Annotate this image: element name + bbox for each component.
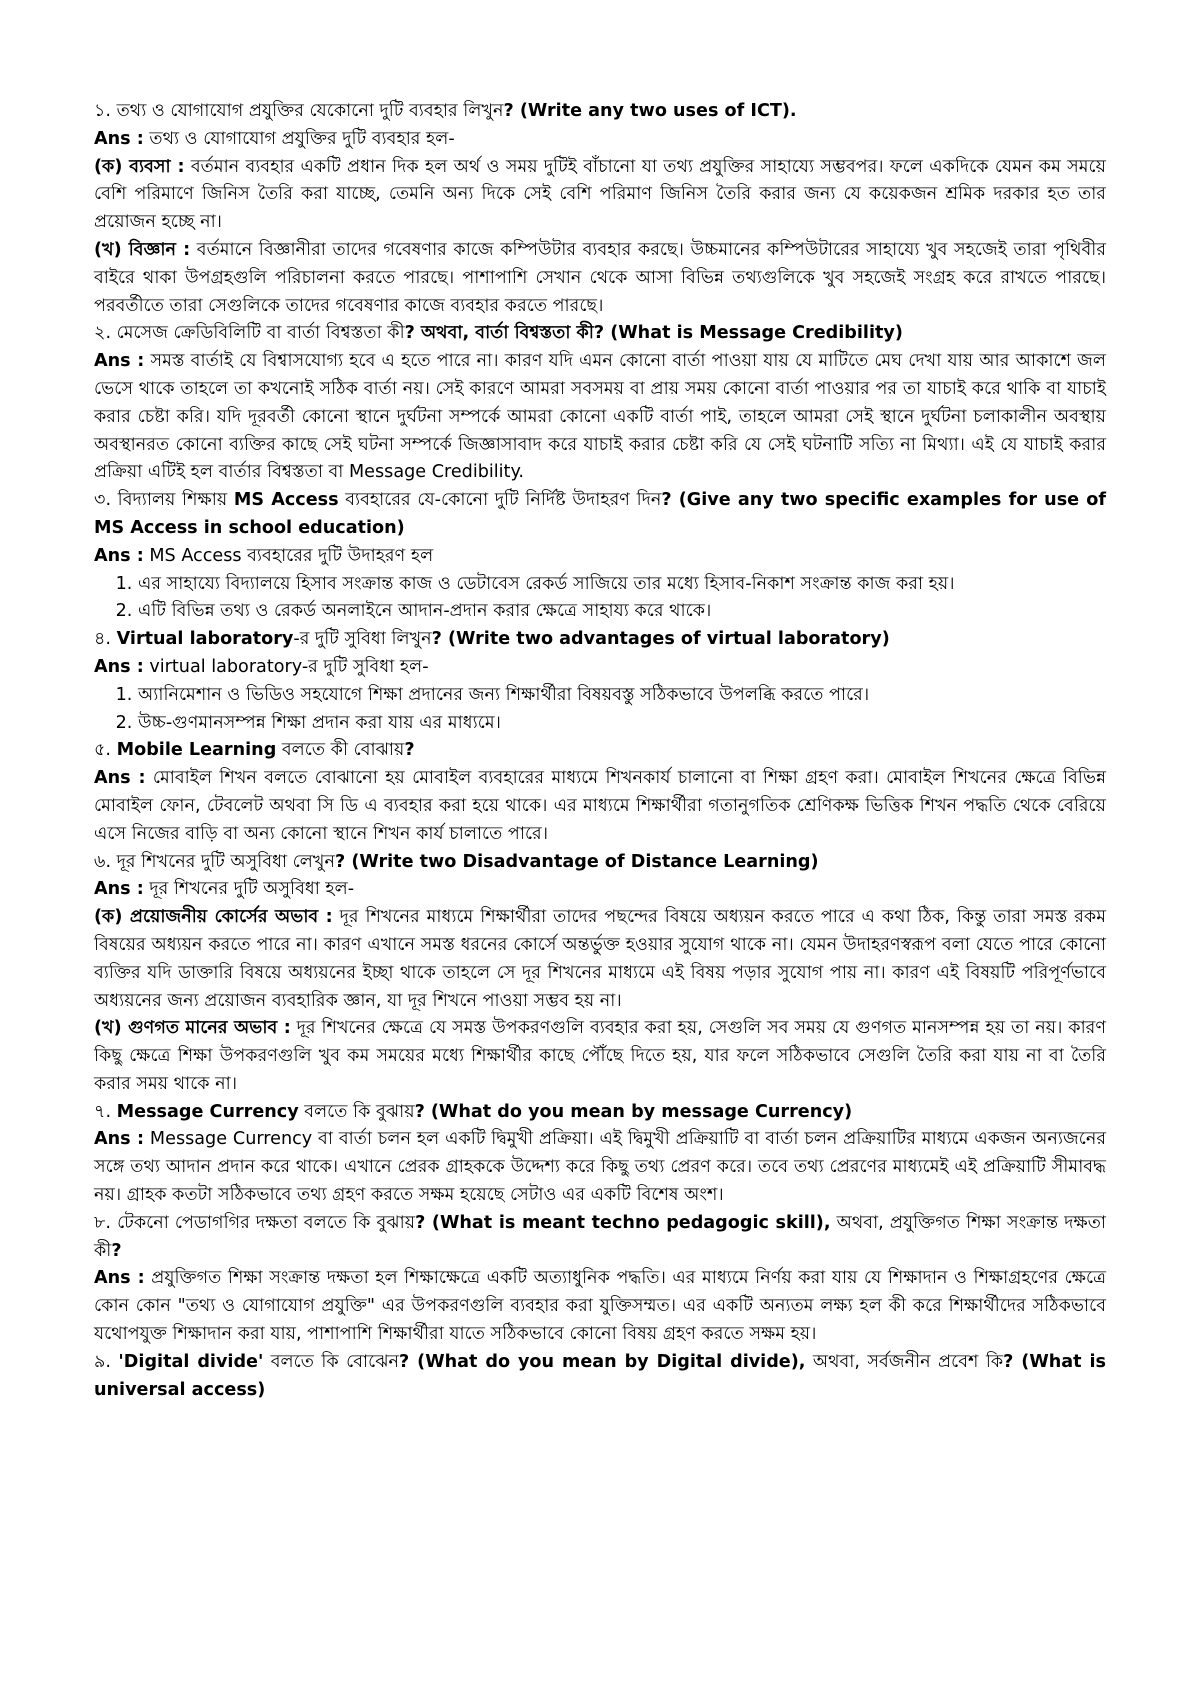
answer-2-text: সমস্ত বার্তাই যে বিশ্বাসযোগ্য হবে এ হতে পারে না। কারণ যদি এমন কোনো বার্তা পাওয়া যায় যে মাটিতে মেঘ দেখা যায় আর আকাশে জল ভেসে থাকে তাহলে তা কখনোই সঠিক বার্তা নয়। সেই কারণে আমরা সবসময় বা প্রায় সময় কোনো বার্তা পাওয়ার পর তা যাচাই করে থাকি বা যাচাই করার চেষ্টা করি। যদি দূরবর্তী কোনো স্থানে দুর্ঘটনা সম্পর্কে আমরা কোনো একটি বার্তা পাই, তাহলে আমরা সেই স্থানে দুর্ঘটনা চলাকালীন অবস্থায় অবস্থানরত কোনো ব্যক্তির কাছে সেই ঘটনা সম্পর্কে জিজ্ঞাসাবাদ করে যাচাই করার চেষ্টা করি যে সেই ঘটনাটি সত্যি না মিথ্যা। এই যে যাচাই করার প্রক্রিয়া এটিই হল বার্তার বিশ্বস্ততা বা Message Credibility. bbox=[94, 351, 1106, 483]
answer-1-point-a-text: বর্তমান ব্যবহার একটি প্রধান দিক হল অর্থ ও সময় দুটিই বাঁচানো যা তথ্য প্রযুক্তির সাহায্যে সম্ভবপর। ফলে একদিকে যেমন কম সময়ে বেশি পরিমাণে জিনিস তৈরি করা যাচ্ছে, তেমনি অন্য দিকে সেই বেশি পরিমাণ জিনিস তৈরি করার জন্য যে কয়েকজন শ্রমিক দরকার হত তার প্রয়োজন হচ্ছে না। bbox=[94, 156, 1106, 233]
question-2-mid: ? অথবা, বার্তা বিশ্বস্ততা কী bbox=[404, 323, 594, 344]
question-8-bn: ৮. টেকনো পেডাগগির দক্ষতা বলতে কি বুঝায় bbox=[94, 1212, 416, 1233]
answer-6-point-b bbox=[94, 1015, 1106, 1098]
answer-1-point-b bbox=[94, 237, 1106, 320]
answer-3-intro bbox=[94, 543, 1106, 571]
question-8-en: ? (What is meant techno pedagogic skill), bbox=[415, 1212, 831, 1233]
question-4-num: ৪. bbox=[94, 629, 117, 650]
question-5-bn: বলতে কী বোঝায় bbox=[276, 740, 405, 761]
question-7-term: Message Currency bbox=[116, 1101, 299, 1122]
question-9-en-2: ? (What is universal access) bbox=[94, 1351, 1106, 1400]
question-1 bbox=[94, 98, 1106, 126]
question-7-en: ? (What do you mean by message Currency) bbox=[414, 1101, 853, 1122]
question-6-en: ? (Write two Disadvantage of Distance Learning) bbox=[334, 851, 819, 872]
question-9-bn-2: অথবা, সর্বজনীন প্রবেশ কি bbox=[805, 1351, 1004, 1372]
question-4 bbox=[94, 626, 1106, 654]
answer-6-point-b-text: দূর শিখনের ক্ষেত্রে যে সমস্ত উপকরণগুলি ব্যবহার করা হয়, সেগুলি সব সময় যে গুণগত মানসম্পন্ন হয় তা নয়। কারণ কিছু ক্ষেত্রে শিক্ষা উপকরণগুলি খুব কম সময়ের মধ্যে শিক্ষার্থীর কাছে পৌঁছে দিতে হয়, যার ফলে সঠিকভাবে সেগুলি তৈরি করা যায় না বা তৈরি করার সময় থাকে না। bbox=[94, 1018, 1106, 1094]
question-4-en: ? (Write two advantages of virtual laboratory) bbox=[431, 629, 890, 650]
question-6-bn: ৬. দূর শিখনের দুটি অসুবিধা লেখুন bbox=[94, 851, 335, 872]
document-page bbox=[94, 98, 1106, 1404]
question-6 bbox=[94, 849, 1106, 877]
question-7 bbox=[94, 1099, 1106, 1127]
answer-label: Ans : bbox=[94, 351, 145, 372]
question-5-num: ৫. bbox=[94, 740, 117, 761]
question-3 bbox=[94, 487, 1106, 543]
answer-6-point-b-label: (খ) গুণগত মানের অভাব : bbox=[94, 1018, 291, 1039]
answer-label: Ans : bbox=[94, 656, 144, 677]
answer-6-point-a bbox=[94, 904, 1106, 1015]
list-item: 2. এটি বিভিন্ন তথ্য ও রেকর্ড অনলাইনে আদান-প্রদান করার ক্ষেত্রে সাহায্য করে থাকে। bbox=[138, 598, 1106, 626]
answer-label: Ans : bbox=[94, 128, 144, 149]
answer-2 bbox=[94, 348, 1106, 487]
answer-4-list bbox=[94, 682, 1106, 738]
question-5-term: Mobile Learning bbox=[116, 740, 277, 761]
answer-8 bbox=[94, 1265, 1106, 1348]
answer-label: Ans : bbox=[94, 879, 144, 900]
question-1-en: ? (Write any two uses of ICT). bbox=[503, 101, 797, 121]
question-3-ms-access: MS Access bbox=[233, 490, 339, 511]
question-8-qm: ? bbox=[111, 1240, 122, 1261]
answer-6-intro bbox=[94, 876, 1106, 904]
question-9-term: 'Digital divide' bbox=[118, 1351, 264, 1372]
answer-3-intro-text: MS Access ব্যবহারের দুটি উদাহরণ হল bbox=[143, 545, 434, 566]
question-4-term: Virtual laboratory bbox=[116, 629, 294, 650]
question-4-bn: -র দুটি সুবিধা লিখুন bbox=[293, 629, 432, 650]
question-3-en: ? (Give any two specific examples for use of MS Access in school education) bbox=[94, 490, 1107, 538]
question-2-bn: ২. মেসেজ ক্রেডিবিলিটি বা বার্তা বিশ্বস্ততা কী bbox=[94, 323, 405, 344]
question-5-qm: ? bbox=[404, 740, 415, 761]
answer-6-point-a-label: (ক) প্রয়োজনীয় কোর্সের অভাব : bbox=[94, 907, 333, 928]
question-9-bn: বলতে কি বোঝেন bbox=[263, 1351, 400, 1372]
question-1-bn: ১. তথ্য ও যোগাযোগ প্রযুক্তির যেকোনো দুটি ব্যবহার লিখুন bbox=[94, 101, 504, 121]
answer-label: Ans : bbox=[94, 545, 144, 566]
answer-label: Ans : bbox=[94, 1268, 145, 1289]
question-3-bn-1: ৩. বিদ্যালয় শিক্ষায় bbox=[94, 490, 234, 511]
answer-label: Ans : bbox=[94, 1129, 145, 1150]
answer-7-text: Message Currency বা বার্তা চলন হল একটি দ্বিমুখী প্রক্রিয়া। এই দ্বিমুখী প্রক্রিয়াটি বা বার্তা চলন প্রক্রিয়াটির মাধ্যমে একজন অন্যজনের সঙ্গে তথ্য আদান প্রদান করে থাকে। এখানে প্রেরক গ্রাহককে উদ্দেশ্য করে কিছু তথ্য প্রেরণ করে। তবে তথ্য প্রেরণের মাধ্যমেই এই প্রক্রিয়াটি সীমাবদ্ধ নয়। গ্রাহক কতটা সঠিকভাবে তথ্য গ্রহণ করতে সক্ষম হয়েছে সেটাও এর একটি বিশেষ অংশ। bbox=[94, 1129, 1106, 1206]
answer-1-point-b-text: বর্তমানে বিজ্ঞানীরা তাদের গবেষণার কাজে কম্পিউটার ব্যবহার করছে। উচ্চমানের কম্পিউটারের সাহায্যে খুব সহজেই তারা পৃথিবীর বাইরে থাকা উপগ্রহগুলি পরিচালনা করতে পারছে। পাশাপাশি সেখান থেকে আসা বিভিন্ন তথ্যগুলিকে খুব সহজেই সংগ্রহ করে রাখতে পারছে। পরবর্তীতে তারা সেগুলিকে তাদের গবেষণার কাজে ব্যবহার করতে পারছে। bbox=[94, 239, 1106, 316]
question-9-en: ? (What do you mean by Digital divide), bbox=[399, 1351, 806, 1372]
answer-4-intro-text: virtual laboratory-র দুটি সুবিধা হল- bbox=[143, 656, 429, 677]
question-7-num: ৭. bbox=[94, 1101, 117, 1122]
answer-6-point-a-text: দূর শিখনের মাধ্যমে শিক্ষার্থীরা তাদের পছন্দের বিষয়ে অধ্যয়ন করতে পারে এ কথা ঠিক, কিন্তু তারা সমস্ত রকম বিষয়ের অধ্যয়ন করতে পারে না। কারণ এখানে সমস্ত ধরনের কোর্সে অন্তর্ভুক্ত হওয়ার সুযোগ থাকে না। যেমন উদাহরণস্বরূপ বলা যেতে পারে কোনো ব্যক্তির যদি ডাক্তারি বিষয়ে অধ্যয়নের ইচ্ছা থাকে তাহলে সে দূর শিখনের মাধ্যমে এই বিষয় পড়ার সুযোগ পায় না। কারণ এই বিষয়টি পরিপূর্ণভাবে অধ্যয়নের জন্য প্রয়োজন ব্যবহারিক জ্ঞান, যা দূর শিখনে পাওয়া সম্ভব হয় না। bbox=[94, 907, 1106, 1011]
answer-1-point-b-label: (খ) বিজ্ঞান : bbox=[94, 239, 191, 260]
answer-7 bbox=[94, 1126, 1106, 1209]
answer-1-intro bbox=[94, 126, 1106, 154]
answer-4-intro bbox=[94, 654, 1106, 682]
question-2 bbox=[94, 320, 1106, 348]
question-8-bn-2: অথবা, প্রযুক্তিগত শিক্ষা সংক্রান্ত দক্ষতা কী bbox=[94, 1212, 1107, 1261]
answer-3-list bbox=[94, 571, 1106, 627]
answer-8-text: প্রযুক্তিগত শিক্ষা সংক্রান্ত দক্ষতা হল শিক্ষাক্ষেত্রে একটি অত্যাধুনিক পদ্ধতি। এর মাধ্যমে নির্ণয় করা যায় যে শিক্ষাদান ও শিক্ষাগ্রহণের ক্ষেত্রে কোন কোন "তথ্য ও যোগাযোগ প্রযুক্তি" এর উপকরণগুলি ব্যবহার করা যুক্তিসম্মত। এর একটি অন্যতম লক্ষ্য হল কী করে শিক্ষার্থীদের সঠিকভাবে যথোপযুক্ত শিক্ষাদান করা যায়, পাশাপাশি শিক্ষার্থীরা যাতে সঠিকভাবে কোনো বিষয় গ্রহণ করতে সক্ষম হয়। bbox=[94, 1268, 1106, 1345]
answer-5 bbox=[94, 765, 1106, 848]
question-5 bbox=[94, 737, 1106, 765]
question-3-bn-2: ব্যবহারের যে-কোনো দুটি নির্দিষ্ট উদাহরণ দিন bbox=[338, 490, 662, 511]
answer-label: Ans : bbox=[94, 768, 146, 789]
answer-6-intro-text: দূর শিখনের দুটি অসুবিধা হল- bbox=[143, 879, 355, 900]
list-item: 2. উচ্চ-গুণমানসম্পন্ন শিক্ষা প্রদান করা যায় এর মাধ্যমে। bbox=[138, 710, 1106, 738]
answer-5-text: মোবাইল শিখন বলতে বোঝানো হয় মোবাইল ব্যবহারের মাধ্যমে শিখনকার্য চালানো বা শিক্ষা গ্রহণ করা। মোবাইল শিখনের ক্ষেত্রে বিভিন্ন মোবাইল ফোন, টেবলেট অথবা সি ডি এ ব্যবহার করা হয়ে থাকে। এর মাধ্যমে শিক্ষার্থীরা গতানুগতিক শ্রেণিকক্ষ ভিত্তিক শিখন পদ্ধতি থেকে বেরিয়ে এসে নিজের বাড়ি বা অন্য কোনো স্থানে শিখন কার্য চালাতে পারে। bbox=[94, 768, 1106, 844]
question-9 bbox=[94, 1349, 1106, 1405]
question-8 bbox=[94, 1210, 1106, 1266]
question-7-bn: বলতে কি বুঝায় bbox=[298, 1101, 415, 1122]
answer-1-point-a bbox=[94, 154, 1106, 237]
list-item: 1. অ্যানিমেশান ও ভিডিও সহযোগে শিক্ষা প্রদানের জন্য শিক্ষার্থীরা বিষয়বস্তু সঠিকভাবে উপলব্ধি করতে পারে। bbox=[138, 682, 1106, 710]
answer-1-intro-text: তথ্য ও যোগাযোগ প্রযুক্তির দুটি ব্যবহার হল- bbox=[143, 128, 455, 149]
question-9-num: ৯. bbox=[94, 1351, 119, 1372]
question-2-en: ? (What is Message Credibility) bbox=[593, 323, 903, 344]
list-item: 1. এর সাহায্যে বিদ্যালয়ে হিসাব সংক্রান্ত কাজ ও ডেটাবেস রেকর্ড সাজিয়ে তার মধ্যে হিসাব-নিকাশ সংক্রান্ত কাজ করা হয়। bbox=[138, 571, 1106, 599]
answer-1-point-a-label: (ক) ব্যবসা : bbox=[94, 156, 185, 177]
